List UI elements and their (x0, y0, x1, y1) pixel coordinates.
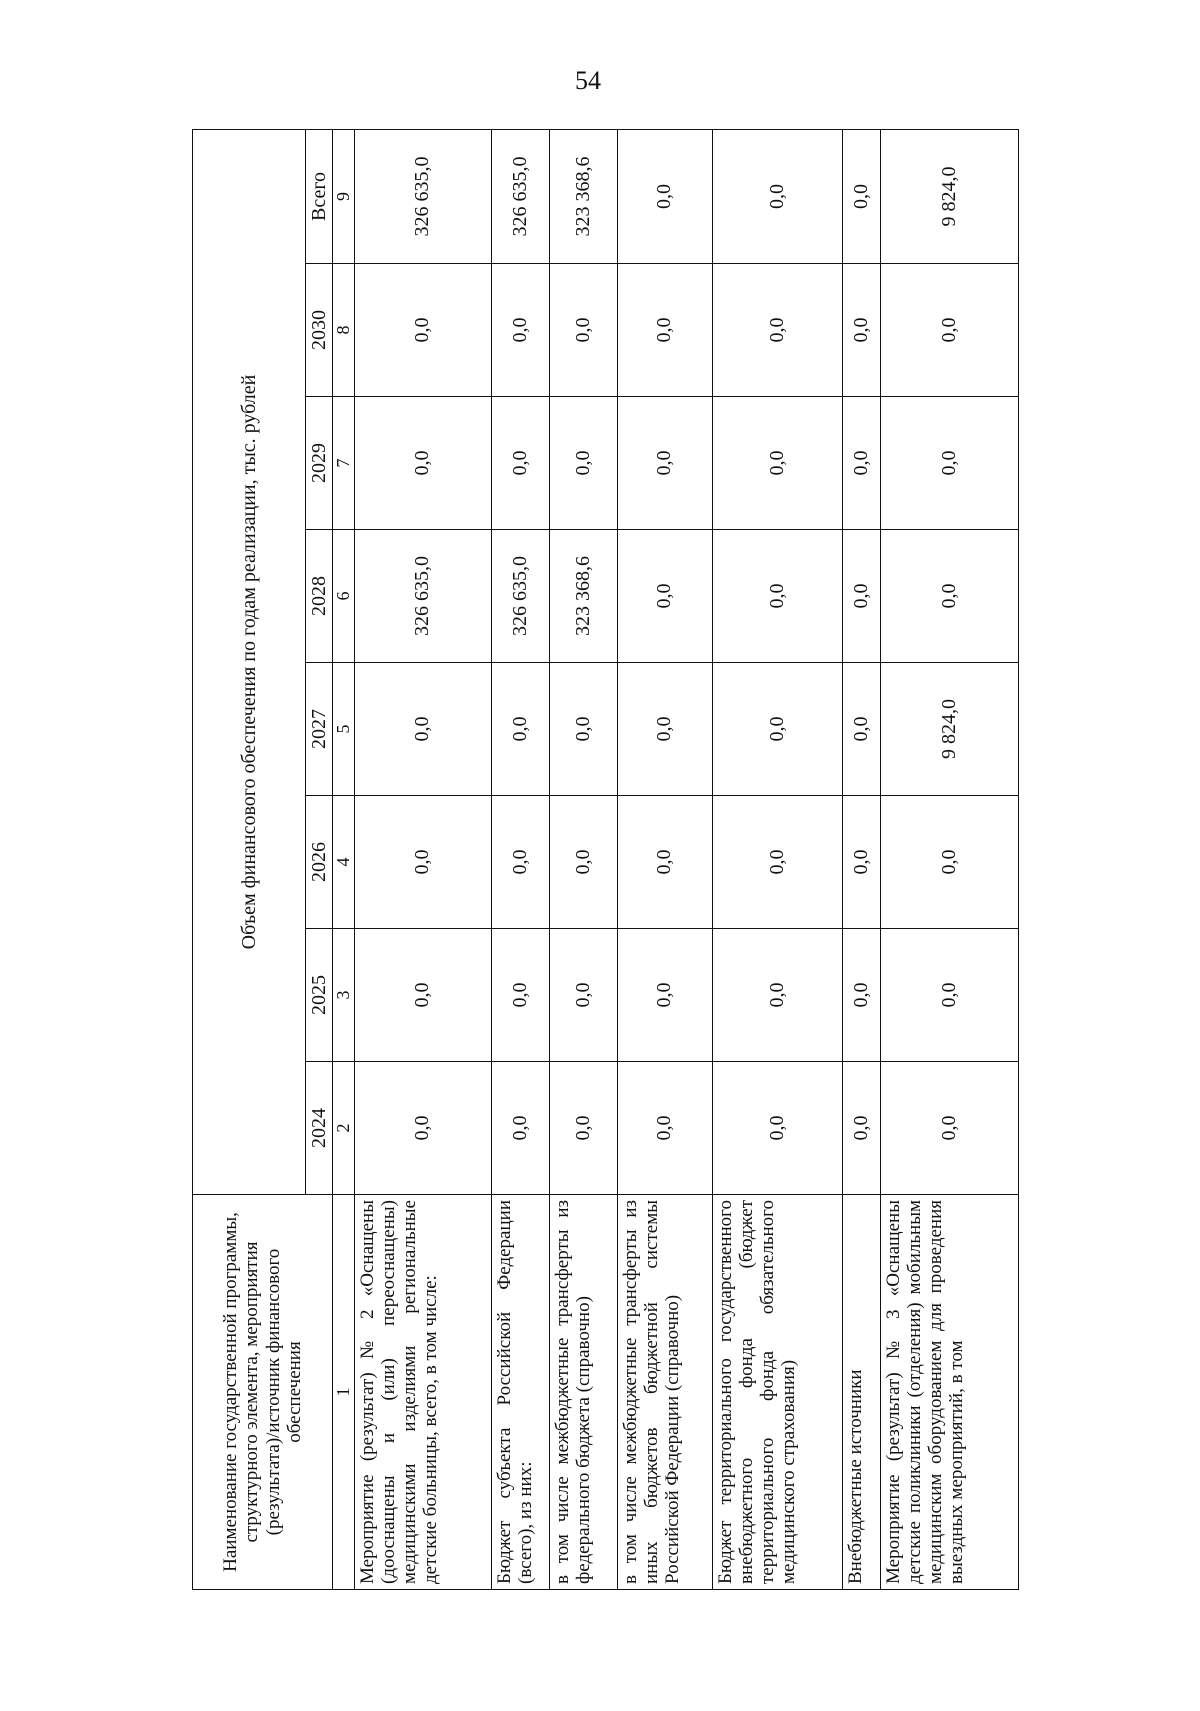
rotated-table-container (192, 130, 968, 1590)
total-header: Всего (306, 129, 333, 263)
value-cell: 0,0 (549, 929, 617, 1062)
value-cell: 0,0 (617, 663, 712, 796)
total-cell: 326 635,0 (491, 129, 549, 263)
column-number: 3 (333, 929, 354, 1062)
total-cell: 326 635,0 (354, 129, 491, 263)
value-cell: 0,0 (712, 663, 842, 796)
value-cell: 0,0 (842, 796, 880, 929)
value-cell: 0,0 (617, 530, 712, 663)
table-row (354, 129, 491, 1589)
year-header: 2024 (306, 1062, 333, 1195)
table-row (712, 129, 842, 1589)
value-cell: 326 635,0 (354, 530, 491, 663)
column-number: 9 (333, 129, 354, 263)
value-cell: 0,0 (617, 929, 712, 1062)
year-header: 2028 (306, 530, 333, 663)
value-cell: 0,0 (880, 929, 1018, 1062)
year-header: 2025 (306, 929, 333, 1062)
value-cell: 0,0 (491, 796, 549, 929)
table-row (491, 129, 549, 1589)
row-label: Внебюджетные источники (842, 1195, 880, 1590)
value-cell: 0,0 (842, 397, 880, 530)
value-cell: 0,0 (491, 397, 549, 530)
column-number: 5 (333, 663, 354, 796)
value-cell: 0,0 (880, 530, 1018, 663)
value-cell: 0,0 (617, 264, 712, 397)
total-cell: 0,0 (617, 129, 712, 263)
row-label: Мероприятие (результат) № 3 «Оснащены детские поликлиники (отделения) мобильным медицинским оборудованием для проведения выездных мероприятий, в том (880, 1195, 1018, 1590)
financing-table (192, 129, 1019, 1590)
value-cell: 0,0 (354, 929, 491, 1062)
value-cell: 0,0 (354, 796, 491, 929)
year-header: 2026 (306, 796, 333, 929)
value-cell: 0,0 (712, 530, 842, 663)
value-cell: 0,0 (549, 1062, 617, 1195)
value-cell: 0,0 (842, 663, 880, 796)
value-cell: 323 368,6 (549, 530, 617, 663)
column-number: 6 (333, 530, 354, 663)
total-cell: 0,0 (842, 129, 880, 263)
value-cell: 0,0 (549, 397, 617, 530)
value-cell: 0,0 (549, 663, 617, 796)
value-cell: 0,0 (842, 264, 880, 397)
row-label: Мероприятие (результат) № 2 «Оснащены (дооснащены и (или) переоснащены) медицинскими изделиями региональные детские больницы, всего, в том числе: (354, 1195, 491, 1590)
year-header: 2030 (306, 264, 333, 397)
value-cell: 0,0 (354, 663, 491, 796)
value-cell: 0,0 (712, 929, 842, 1062)
value-cell: 326 635,0 (491, 530, 549, 663)
total-cell: 9 824,0 (880, 129, 1018, 263)
value-cell: 0,0 (880, 796, 1018, 929)
value-cell: 0,0 (491, 663, 549, 796)
row-label: Бюджет субъекта Российской Федерации (всего), из них: (491, 1195, 549, 1590)
column-number: 4 (333, 796, 354, 929)
value-cell: 0,0 (842, 929, 880, 1062)
value-cell: 0,0 (712, 397, 842, 530)
page-number: 54 (575, 66, 601, 95)
column-number: 7 (333, 397, 354, 530)
value-cell: 0,0 (354, 264, 491, 397)
table-row (549, 129, 617, 1589)
total-cell: 323 368,6 (549, 129, 617, 263)
value-cell: 0,0 (712, 796, 842, 929)
row-label: Бюджет территориального государственного внебюджетного фонда (бюджет территориального фонда обязательного медицинского страхования) (712, 1195, 842, 1590)
value-cell: 0,0 (712, 1062, 842, 1195)
value-cell: 0,0 (712, 264, 842, 397)
group-header: Объем финансового обеспечения по годам реализации, тыс. рублей (193, 129, 306, 1194)
value-cell: 0,0 (491, 1062, 549, 1195)
value-cell: 0,0 (617, 796, 712, 929)
value-cell: 0,0 (617, 397, 712, 530)
year-header: 2029 (306, 397, 333, 530)
table-row (880, 129, 1018, 1589)
value-cell: 0,0 (880, 264, 1018, 397)
value-cell: 0,0 (880, 397, 1018, 530)
column-number: 8 (333, 264, 354, 397)
value-cell: 0,0 (354, 397, 491, 530)
column-number: 1 (333, 1195, 354, 1590)
value-cell: 0,0 (549, 264, 617, 397)
value-cell: 0,0 (491, 264, 549, 397)
row-label: в том числе межбюджетные трансферты из федерального бюджета (справочно) (549, 1195, 617, 1590)
table-row (617, 129, 712, 1589)
name-column-header: Наименование государственной программы, структурного элемента, мероприятия (результата)/источник финансового обеспечения (193, 1195, 333, 1590)
value-cell: 0,0 (549, 796, 617, 929)
value-cell: 0,0 (842, 1062, 880, 1195)
column-number: 2 (333, 1062, 354, 1195)
row-label: в том числе межбюджетные трансферты из иных бюджетов бюджетной системы Российской Федерации (справочно) (617, 1195, 712, 1590)
value-cell: 0,0 (617, 1062, 712, 1195)
table-row (842, 129, 880, 1589)
value-cell: 0,0 (491, 929, 549, 1062)
value-cell: 0,0 (880, 1062, 1018, 1195)
value-cell: 0,0 (842, 530, 880, 663)
value-cell: 0,0 (354, 1062, 491, 1195)
total-cell: 0,0 (712, 129, 842, 263)
year-header: 2027 (306, 663, 333, 796)
value-cell: 9 824,0 (880, 663, 1018, 796)
